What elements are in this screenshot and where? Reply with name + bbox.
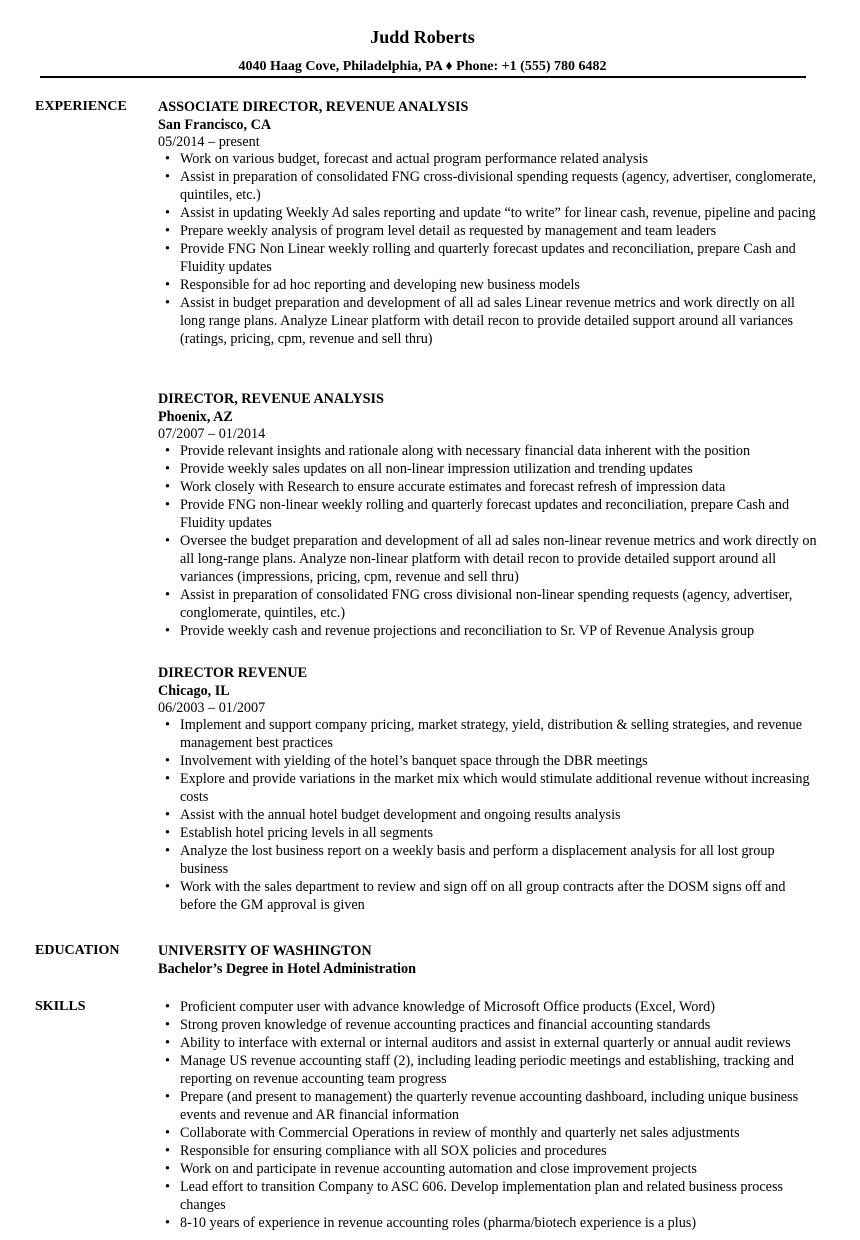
list-item: • Collaborate with Commercial Operations in review of monthly and quarterly net sales adjustments (180, 1124, 818, 1142)
list-item: • Strong proven knowledge of revenue accounting practices and financial accounting standards (180, 1016, 818, 1034)
list-item: • Ability to interface with external or internal auditors and assist in external quarterly or annual audit reviews (180, 1034, 818, 1052)
list-item: • Work on various budget, forecast and actual program performance related analysis (180, 150, 818, 168)
job-dates: 05/2014 – present (158, 134, 260, 150)
job-location: Phoenix, AZ (158, 409, 233, 425)
header-divider (40, 76, 806, 78)
list-item: • Work with the sales department to review and sign off on all group contracts after the DOSM signs off and before the GM approval is given (180, 878, 818, 914)
list-item: • Provide weekly cash and revenue projections and reconciliation to Sr. VP of Revenue Analysis group (180, 622, 818, 640)
job-entry (158, 390, 818, 640)
list-item: • Lead effort to transition Company to ASC 606. Develop implementation plan and related business process changes (180, 1178, 818, 1214)
job-dates: 06/2003 – 01/2007 (158, 700, 266, 716)
list-item: • Explore and provide variations in the market mix which would stimulate additional revenue without increasing costs (180, 770, 818, 806)
list-item: • Assist in updating Weekly Ad sales reporting and update “to write” for linear cash, revenue, pipeline and pacing (180, 204, 818, 222)
list-item: • Work closely with Research to ensure accurate estimates and forecast refresh of impression data (180, 478, 818, 496)
contact-line: 4040 Haag Cove, Philadelphia, PA ♦ Phone: +1 (555) 780 6482 (238, 59, 607, 74)
job-location: Chicago, IL (158, 683, 230, 699)
list-item: • Prepare weekly analysis of program level detail as requested by management and team leaders (180, 222, 818, 240)
experience-heading: EXPERIENCE (35, 99, 127, 114)
job-bullets (158, 716, 818, 914)
job-entry (158, 664, 818, 914)
job-bullets (158, 150, 818, 348)
list-item: • Oversee the budget preparation and development of all ad sales non-linear revenue metrics and work directly on all long-range plans. Analyze non-linear platform with detail recon to provide detailed support around all variances (impressions, pricing, cpm, revenue and sell thru) (180, 532, 818, 586)
job-title: DIRECTOR REVENUE (158, 665, 308, 681)
list-item: • Responsible for ensuring compliance with all SOX policies and procedures (180, 1142, 818, 1160)
job-location: San Francisco, CA (158, 117, 272, 133)
list-item: • 8-10 years of experience in revenue accounting roles (pharma/biotech experience is a plus) (180, 1214, 818, 1232)
list-item: • Provide relevant insights and rationale along with necessary financial data inherent with the position (180, 442, 818, 460)
list-item: • Provide FNG Non Linear weekly rolling and quarterly forecast updates and reconciliation, prepare Cash and Fluidity updates (180, 240, 818, 276)
list-item: • Involvement with yielding of the hotel’s banquet space through the DBR meetings (180, 752, 818, 770)
job-title: DIRECTOR, REVENUE ANALYSIS (158, 391, 384, 407)
list-item: • Assist in preparation of consolidated FNG cross-divisional spending requests (agency, advertiser, conglomerate, quintiles, etc.) (180, 168, 818, 204)
list-item: • Implement and support company pricing, market strategy, yield, distribution & selling strategies, and revenue management best practices (180, 716, 818, 752)
job-entry (158, 98, 818, 348)
candidate-name: Judd Roberts (370, 27, 475, 47)
education-heading: EDUCATION (35, 943, 120, 958)
list-item: • Assist with the annual hotel budget development and ongoing results analysis (180, 806, 818, 824)
skills-bullets (158, 998, 818, 1232)
list-item: • Manage US revenue accounting staff (2), including leading periodic meetings and establishing, tracking and reporting on revenue accounting team progress (180, 1052, 818, 1088)
job-bullets (158, 442, 818, 640)
list-item: • Analyze the lost business report on a weekly basis and perform a displacement analysis for all lost group business (180, 842, 818, 878)
list-item: • Work on and participate in revenue accounting automation and close improvement projects (180, 1160, 818, 1178)
job-title: ASSOCIATE DIRECTOR, REVENUE ANALYSIS (158, 99, 469, 115)
school-name: UNIVERSITY OF WASHINGTON (158, 943, 372, 959)
list-item: • Provide FNG non-linear weekly rolling and quarterly forecast updates and reconciliation, prepare Cash and Fluidity updates (180, 496, 818, 532)
list-item: • Prepare (and present to management) the quarterly revenue accounting dashboard, including unique business events and revenue and AR financial information (180, 1088, 818, 1124)
job-dates: 07/2007 – 01/2014 (158, 426, 266, 442)
list-item: • Establish hotel pricing levels in all segments (180, 824, 818, 842)
list-item: • Assist in budget preparation and development of all ad sales Linear revenue metrics and work directly on all long range plans. Analyze Linear platform with detail recon to provide detailed support around all variances (ratings, pricing, cpm, revenue and sell thru) (180, 294, 818, 348)
skills-heading: SKILLS (35, 999, 86, 1014)
degree-name: Bachelor’s Degree in Hotel Administration (158, 961, 416, 977)
skills-entry (158, 998, 818, 1232)
list-item: • Provide weekly sales updates on all non-linear impression utilization and trending updates (180, 460, 818, 478)
education-entry (158, 942, 818, 978)
list-item: • Assist in preparation of consolidated FNG cross divisional non-linear spending requests (agency, advertiser, conglomerate, quintiles, etc.) (180, 586, 818, 622)
list-item: • Responsible for ad hoc reporting and developing new business models (180, 276, 818, 294)
list-item: • Proficient computer user with advance knowledge of Microsoft Office products (Excel, Word) (180, 998, 818, 1016)
